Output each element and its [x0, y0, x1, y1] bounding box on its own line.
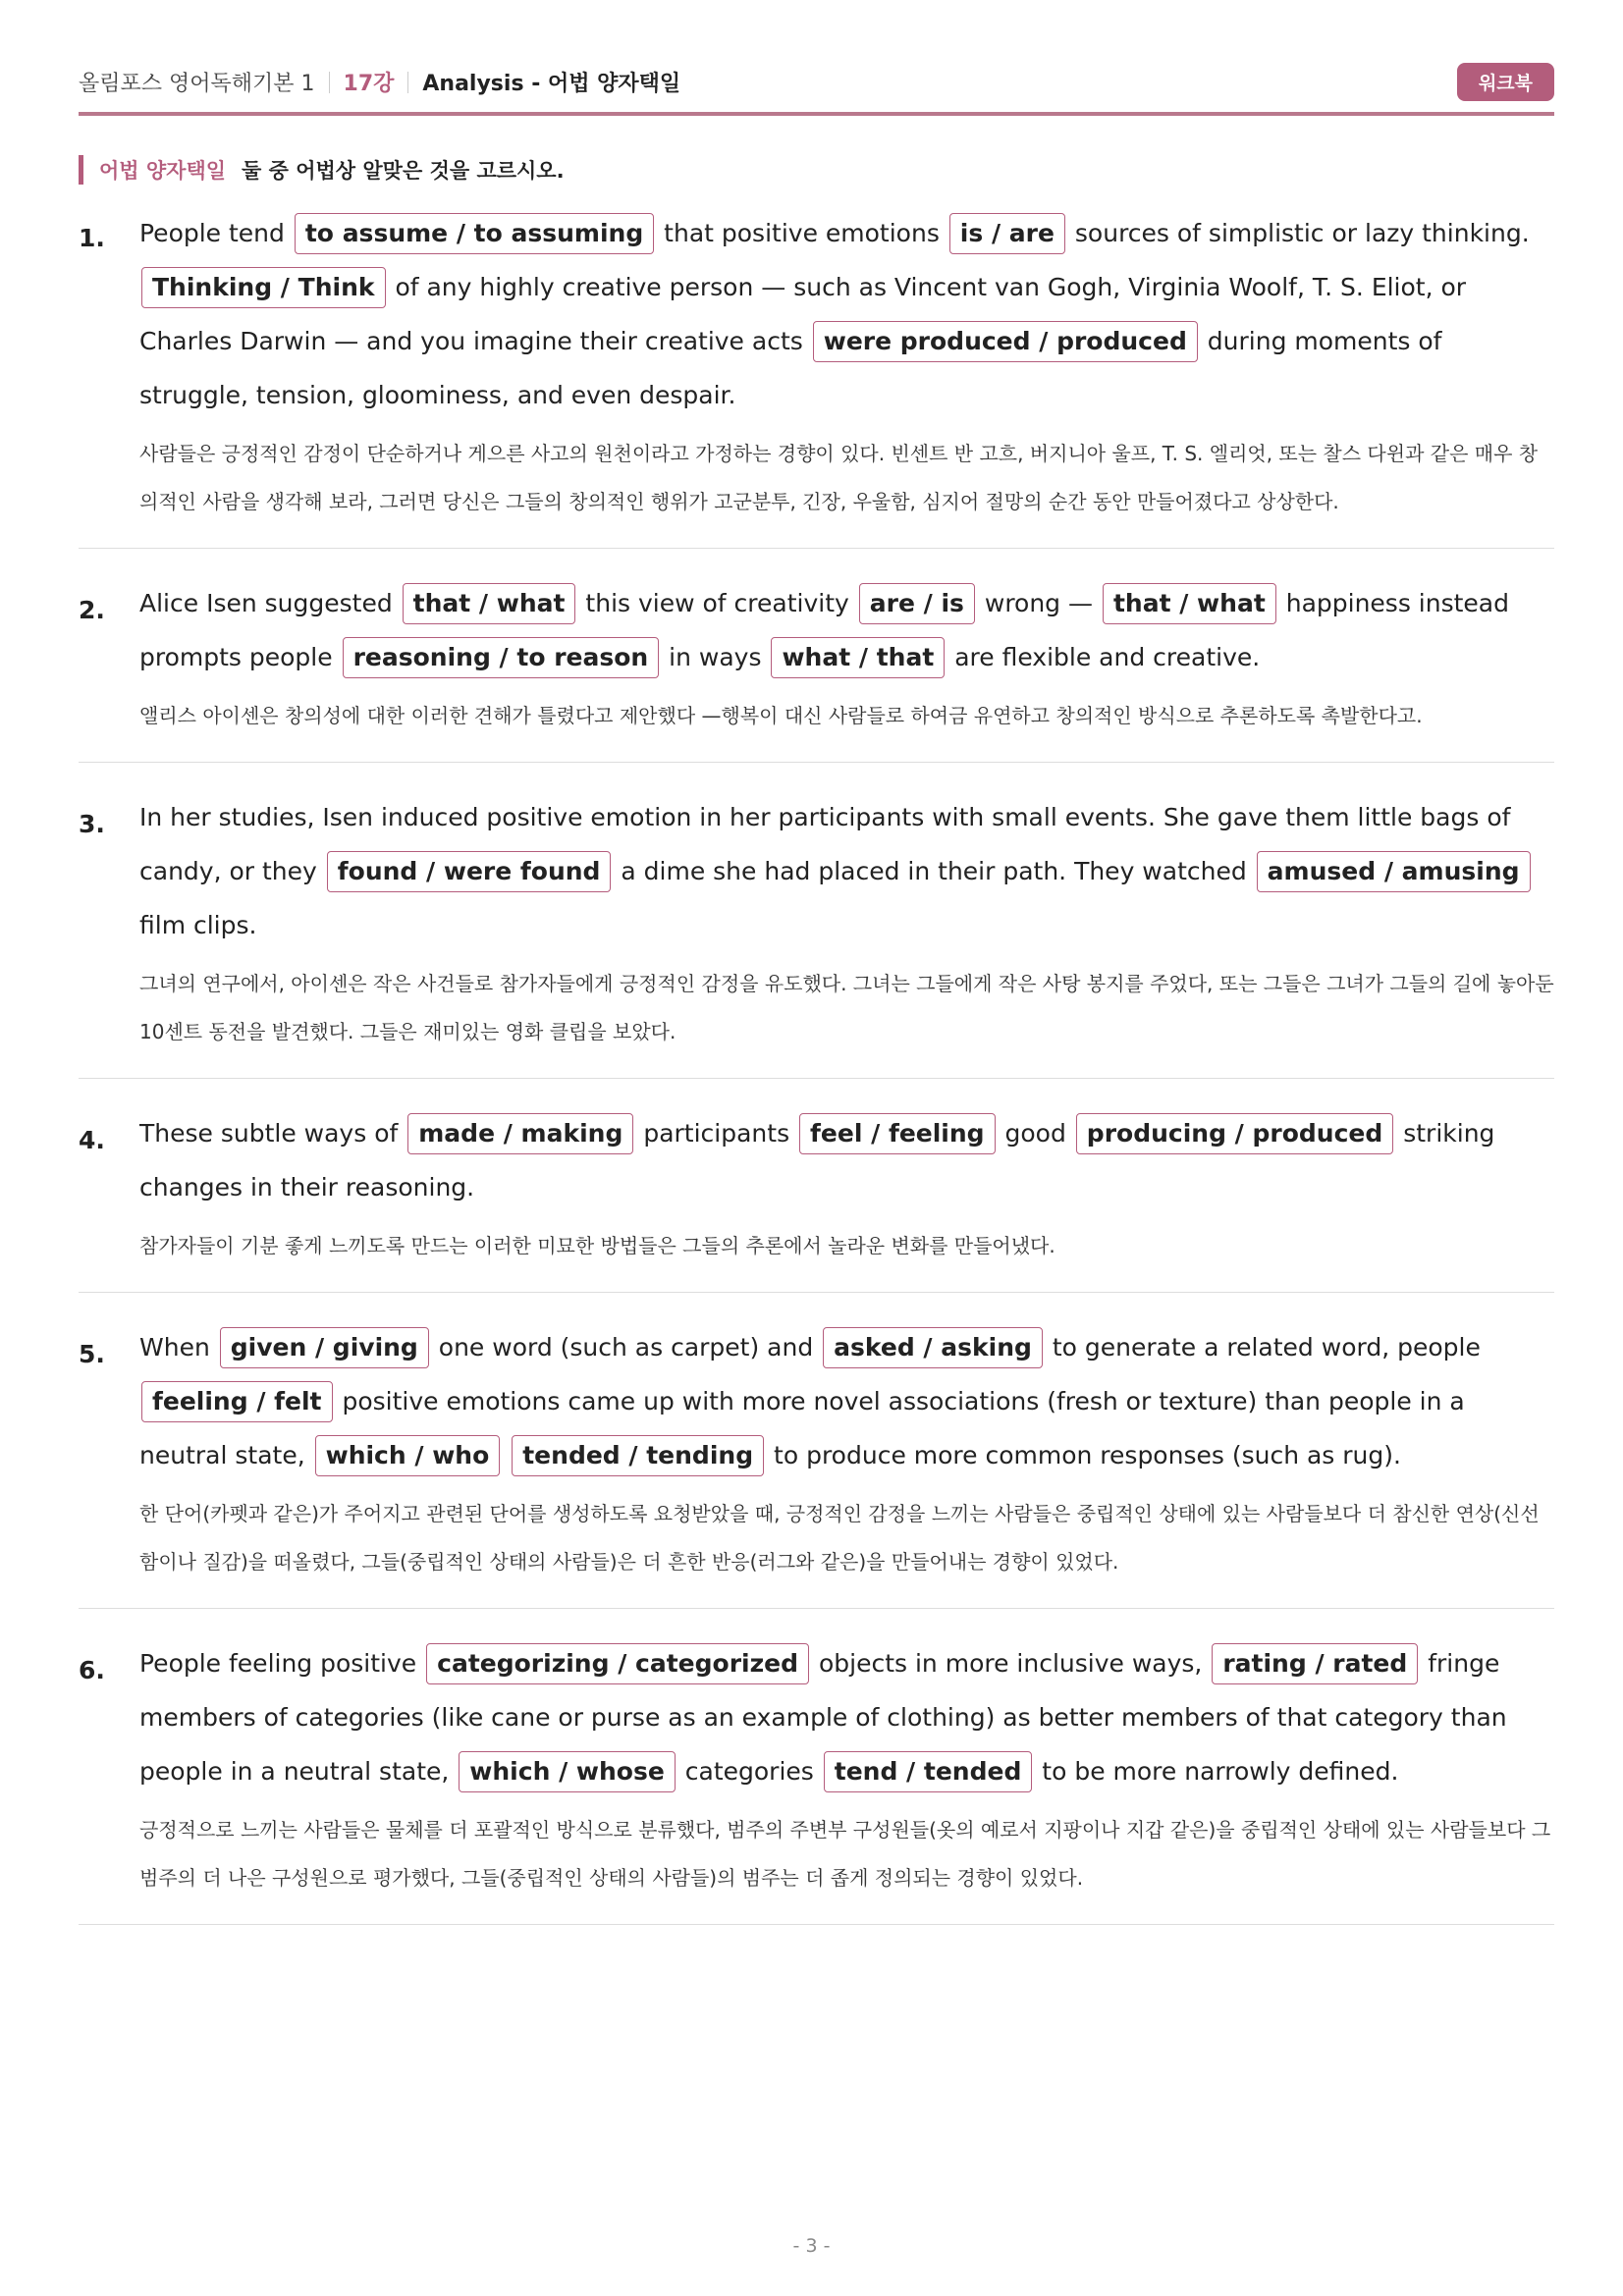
choice-box[interactable]: feeling / felt: [141, 1381, 333, 1422]
workbook-badge: 워크북: [1457, 63, 1554, 101]
sentence-text: that positive emotions: [656, 219, 947, 247]
sentence-text: happiness instead prompts people: [139, 589, 1509, 671]
choice-box[interactable]: which / who: [315, 1435, 501, 1476]
sentence-text: objects in more inclusive ways,: [811, 1649, 1211, 1678]
choice-box[interactable]: to assume / to assuming: [295, 213, 654, 254]
sentence-text: People feeling positive: [139, 1649, 425, 1678]
question-sentence: [139, 1106, 1554, 1214]
page-number: - 3 -: [792, 2235, 831, 2257]
sentence-text: are flexible and creative.: [947, 643, 1261, 671]
sentence-text: during moments of struggle, tension, gloominess, and even despair.: [139, 327, 1442, 409]
sentence-text: to generate a related word, people: [1044, 1333, 1481, 1362]
sentence-text: in ways: [661, 643, 770, 671]
sentence-text: People tend: [139, 219, 293, 247]
question-content: [139, 206, 1554, 526]
instruction-marker: [79, 155, 83, 185]
choice-box[interactable]: are / is: [859, 583, 975, 624]
choice-box[interactable]: feel / feeling: [799, 1113, 996, 1154]
choice-box[interactable]: amused / amusing: [1257, 851, 1531, 892]
choice-box[interactable]: Thinking / Think: [141, 267, 386, 308]
sentence-text: to be more narrowly defined.: [1034, 1757, 1399, 1786]
choice-box[interactable]: found / were found: [327, 851, 612, 892]
sentence-text: a dime she had placed in their path. They watched: [613, 857, 1255, 885]
question-number: 4.: [79, 1126, 105, 1154]
choice-box[interactable]: made / making: [407, 1113, 633, 1154]
instruction-label: 어법 양자택일: [99, 159, 227, 183]
sentence-text: categories: [676, 1757, 822, 1786]
page-header: [79, 61, 1554, 116]
choice-box[interactable]: is / are: [949, 213, 1065, 254]
lesson-number: 17강: [343, 72, 395, 96]
korean-translation: 한 단어(카펫과 같은)가 주어지고 관련된 단어를 생성하도록 요청받았을 때, 긍정적인 감정을 느끼는 사람들은 중립적인 상태에 있는 사람들보다 더 참신한 연상(신선함이나 질감)을 떠올렸다, 그들(중립적인 상태의 사람들)은 더 흔한 반응(러그와 같은)을 만들어내는 경향이 있었다.: [139, 1502, 1540, 1574]
choice-box[interactable]: reasoning / to reason: [343, 637, 660, 678]
sentence-text: fringe members of categories (like cane or purse as an example of clothing) as better members of that category than people in a neutral state,: [139, 1649, 1507, 1786]
question-content: [139, 1106, 1554, 1270]
sentence-text: wrong —: [976, 589, 1101, 617]
choice-box[interactable]: which / whose: [459, 1751, 676, 1792]
question-item: [79, 1079, 1554, 1293]
book-title: 올림포스 영어독해기본 1: [79, 72, 315, 96]
choice-box[interactable]: producing / produced: [1076, 1113, 1393, 1154]
question-item: [79, 204, 1554, 549]
korean-translation: 앨리스 아이센은 창의성에 대한 이러한 견해가 틀렸다고 제안했다 —행복이 대신 사람들로 하여금 유연하고 창의적인 방식으로 추론하도록 촉발한다고.: [139, 704, 1423, 727]
choice-box[interactable]: what / that: [771, 637, 945, 678]
sentence-text: When: [139, 1333, 218, 1362]
korean-translation: 긍정적으로 느끼는 사람들은 물체를 더 포괄적인 방식으로 분류했다, 범주의 주변부 구성원들(옷의 예로서 지팡이나 지갑 같은)을 중립적인 상태에 있는 사람들보다 그 범주의 더 나은 구성원으로 평가했다, 그들(중립적인 상태의 사람들)의 범주는 더 좁게 정의되는 경향이 있었다.: [139, 1818, 1551, 1890]
choice-box[interactable]: given / giving: [220, 1327, 429, 1368]
choice-box[interactable]: categorizing / categorized: [426, 1643, 809, 1684]
question-sentence: [139, 1320, 1554, 1482]
sentence-text: [502, 1441, 510, 1469]
header-left: [79, 67, 680, 97]
choice-box[interactable]: tended / tending: [512, 1435, 764, 1476]
question-number: 6.: [79, 1656, 105, 1684]
question-sentence: [139, 206, 1554, 422]
question-sentence: [139, 1636, 1554, 1798]
sentence-text: one word (such as carpet) and: [430, 1333, 822, 1362]
sentence-text: good: [997, 1119, 1074, 1148]
question-number: 1.: [79, 224, 105, 252]
question-item: [79, 549, 1554, 763]
choice-box[interactable]: that / what: [403, 583, 576, 624]
sentence-text: Alice Isen suggested: [139, 589, 401, 617]
question-list: [79, 204, 1554, 1925]
section-title: Analysis - 어법 양자택일: [422, 72, 681, 96]
sentence-text: of any highly creative person — such as Vincent van Gogh, Virginia Woolf, T. S. Eliot, or Charles Darwin — and you imagine their creative acts: [139, 273, 1467, 355]
header-divider: [407, 72, 408, 93]
header-divider: [329, 72, 330, 93]
question-content: [139, 1320, 1554, 1586]
question-number: 5.: [79, 1340, 105, 1368]
choice-box[interactable]: were produced / produced: [813, 321, 1198, 362]
sentence-text: this view of creativity: [577, 589, 857, 617]
korean-translation: 그녀의 연구에서, 아이센은 작은 사건들로 참가자들에게 긍정적인 감정을 유도했다. 그녀는 그들에게 작은 사탕 봉지를 주었다, 또는 그들은 그녀가 그들의 길에 놓아둔 10센트 동전을 발견했다. 그들은 재미있는 영화 클립을 보았다.: [139, 972, 1554, 1043]
question-item: [79, 1609, 1554, 1925]
instruction: [79, 155, 565, 185]
question-content: [139, 576, 1554, 740]
question-number: 2.: [79, 596, 105, 624]
question-sentence: [139, 790, 1554, 952]
question-content: [139, 790, 1554, 1056]
korean-translation: 참가자들이 기분 좋게 느끼도록 만드는 이러한 미묘한 방법들은 그들의 추론에서 놀라운 변화를 만들어냈다.: [139, 1234, 1055, 1257]
sentence-text: film clips.: [139, 911, 257, 939]
choice-box[interactable]: rating / rated: [1212, 1643, 1418, 1684]
choice-box[interactable]: that / what: [1103, 583, 1276, 624]
korean-translation: 사람들은 긍정적인 감정이 단순하거나 게으른 사고의 원천이라고 가정하는 경향이 있다. 빈센트 반 고흐, 버지니아 울프, T. S. 엘리엇, 또는 찰스 다윈과 같은 매우 창의적인 사람을 생각해 보라, 그러면 당신은 그들의 창의적인 행위가 고군분투, 긴장, 우울함, 심지어 절망의 순간 동안 만들어졌다고 상상한다.: [139, 442, 1539, 513]
question-sentence: [139, 576, 1554, 684]
question-item: [79, 1293, 1554, 1609]
question-number: 3.: [79, 810, 105, 838]
question-content: [139, 1636, 1554, 1902]
sentence-text: positive emotions came up with more novel associations (fresh or texture) than people in a neutral state,: [139, 1387, 1465, 1469]
sentence-text: striking changes in their reasoning.: [139, 1119, 1495, 1201]
sentence-text: sources of simplistic or lazy thinking.: [1066, 219, 1530, 247]
choice-box[interactable]: tend / tended: [824, 1751, 1033, 1792]
instruction-text: 둘 중 어법상 알맞은 것을 고르시오.: [242, 159, 565, 183]
sentence-text: In her studies, Isen induced positive emotion in her participants with small events. She gave them little bags of candy, or they: [139, 803, 1511, 885]
choice-box[interactable]: asked / asking: [823, 1327, 1043, 1368]
sentence-text: participants: [635, 1119, 798, 1148]
question-item: [79, 763, 1554, 1079]
sentence-text: to produce more common responses (such as rug).: [766, 1441, 1401, 1469]
sentence-text: These subtle ways of: [139, 1119, 406, 1148]
